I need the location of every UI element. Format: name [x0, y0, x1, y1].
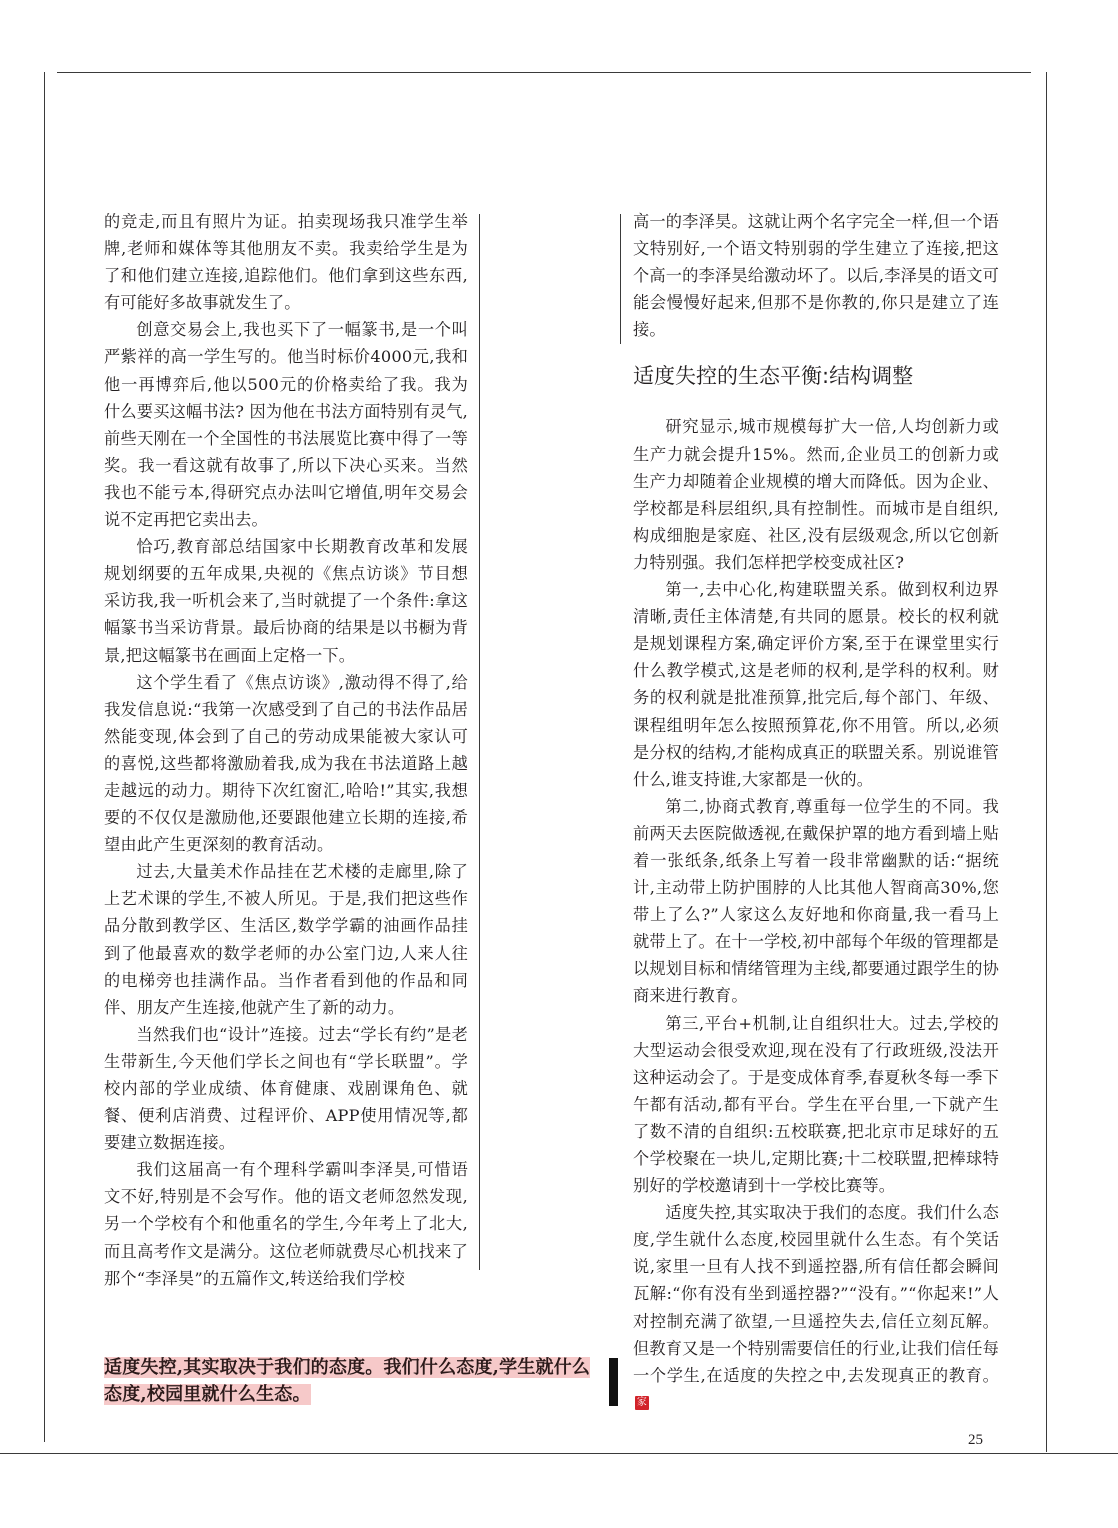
pull-quote-bar — [609, 1358, 618, 1406]
pull-quote — [104, 1354, 602, 1408]
paragraph: 研究显示,城市规模每扩大一倍,人均创新力或生产力就会提升15%。然而,企业员工的创新力或生产力却随着企业规模的增大而降低。因为企业、学校都是科层组织,具有控制性。而城市是自组织,构成细胞是家庭、社区,没有层级观念,所以它创新力特别强。我们怎样把学校变成社区? — [633, 417, 999, 572]
paragraph: 的竞走,而且有照片为证。拍卖现场我只准学生举牌,老师和媒体等其他朋友不卖。我卖给学生是为了和他们建立连接,追踪他们。他们拿到这些东西,有可能好多故事就发生了。 — [104, 212, 468, 313]
paragraph: 第一,去中心化,构建联盟关系。做到权利边界清晰,责任主体清楚,有共同的愿景。校长的权利就是规划课程方案,确定评价方案,至于在课堂里实行什么教学模式,这是老师的权利,是学科的权利。财务的权利就是批准预算,批完后,每个部门、年级、课程组明年怎么按照预算花,你不用管。所以,必须是分权的结构,才能构成真正的联盟关系。别说谁管什么,谁支持谁,大家都是一伙的。 — [633, 580, 999, 789]
paragraph-final — [633, 1199, 999, 1416]
left-text-column — [104, 208, 468, 1292]
paragraph: 第二,协商式教育,尊重每一位学生的不同。我前两天去医院做透视,在戴保护罩的地方看到墙上贴着一张纸条,纸条上写着一段非常幽默的话:“据统计,主动带上防护围脖的人比其他人智商高30%,您带上了么?”人家这么友好地和你商量,我一看马上就带上了。在十一学校,初中部每个年级的管理都是以规划目标和情绪管理为主线,都要通过跟学生的协商来进行教育。 — [633, 796, 999, 1006]
paragraph-final-text: 适度失控,其实取决于我们的态度。我们什么态度,学生就什么态度,校园里就什么生态。有个笑话说,家里一旦有人找不到遥控器,所有信任都会瞬间瓦解:“你有没有坐到遥控器?”“没有。”“你起来!”人对控制充满了欲望,一旦遥控失去,信任立刻瓦解。但教育又是一个特别需要信任的行业,让我们信任每一个学生,在适度的失控之中,去发现真正的教育。 — [633, 1203, 999, 1385]
page-number: 25 — [968, 1432, 983, 1448]
paragraph: 创意交易会上,我也买下了一幅篆书,是一个叫严紫祥的高一学生写的。他当时标价4000元,我和他一再博弈后,他以500元的价格卖给了我。我为什么要买这幅书法? 因为他在书法方面特别有灵气,前些天刚在一个全国性的书法展览比赛中得了一等奖。我一看这就有故事了,所以下决心买来。当然我也不能亏本,得研究点办法叫它增值,明年交易会说不定再把它卖出去。 — [104, 320, 468, 530]
end-mark-icon: 家 — [636, 1397, 648, 1409]
paragraph: 高一的李泽昊。这就让两个名字完全一样,但一个语文特别好,一个语文特别弱的学生建立了连接,把这个高一的李泽昊给激动坏了。以后,李泽昊的语文可能会慢慢好起来,但那不是你教的,你只是建立了连接。 — [633, 212, 999, 340]
paragraph: 恰巧,教育部总结国家中长期教育改革和发展规划纲要的五年成果,央视的《焦点访谈》节目想采访我,我一听机会来了,当时就提了一个条件:拿这幅篆书当采访背景。最后协商的结果是以书橱为背景,把这幅篆书在画面上定格一下。 — [104, 537, 468, 665]
bottom-rule — [0, 1453, 1118, 1454]
paragraph: 过去,大量美术作品挂在艺术楼的走廊里,除了上艺术课的学生,不被人所见。于是,我们把这些作品分散到教学区、生活区,数学学霸的油画作品挂到了他最喜欢的数学老师的办公室门边,人来人往的电梯旁也挂满作品。当作者看到他的作品和同伴、朋友产生连接,他就产生了新的动力。 — [104, 862, 468, 1017]
right-text-column — [633, 208, 999, 1416]
top-rule — [57, 72, 1031, 73]
paragraph: 这个学生看了《焦点访谈》,激动得不得了,给我发信息说:“我第一次感受到了自己的书法作品居然能变现,体会到了自己的劳动成果能被大家认可的喜悦,这些都将激励着我,成为我在书法道路上越走越远的动力。期待下次红窗汇,哈哈!”其实,我想要的不仅仅是激励他,还要跟他建立长期的连接,希望由此产生更深刻的教育活动。 — [104, 672, 468, 855]
pull-quote-text: 适度失控,其实取决于我们的态度。我们什么态度,学生就什么态度,校园里就什么生态。 — [104, 1357, 591, 1405]
left-border-rule — [44, 72, 45, 1442]
paragraph: 当然我们也“设计”连接。过去“学长有约”是老生带新生,今天他们学长之间也有“学长联盟”。学校内部的学业成绩、体育健康、戏剧课角色、就餐、便利店消费、过程评价、APP使用情况等,都要建立数据连接。 — [104, 1024, 468, 1153]
paragraph: 第三,平台+机制,让自组织壮大。过去,学校的大型运动会很受欢迎,现在没有了行政班级,没法开这种运动会了。于是变成体育季,春夏秋冬每一季下午都有活动,都有平台。学生在平台里,一下就产生了数不清的自组织:五校联赛,把北京市足球好的五个学校聚在一块儿,定期比赛;十二校联盟,把棒球特别好的学校邀请到十一学校比赛等。 — [633, 1013, 999, 1196]
column-divider-left — [479, 214, 480, 1270]
right-border-rule — [1046, 72, 1047, 1452]
column-divider-right — [620, 214, 621, 344]
section-heading: 适度失控的生态平衡:结构调整 — [633, 364, 914, 389]
paragraph: 我们这届高一有个理科学霸叫李泽昊,可惜语文不好,特别是不会写作。他的语文老师忽然发现,另一个学校有个和他重名的学生,今年考上了北大,而且高考作文是满分。这位老师就费尽心机找来了那个“李泽昊”的五篇作文,转送给我们学校 — [104, 1160, 468, 1288]
